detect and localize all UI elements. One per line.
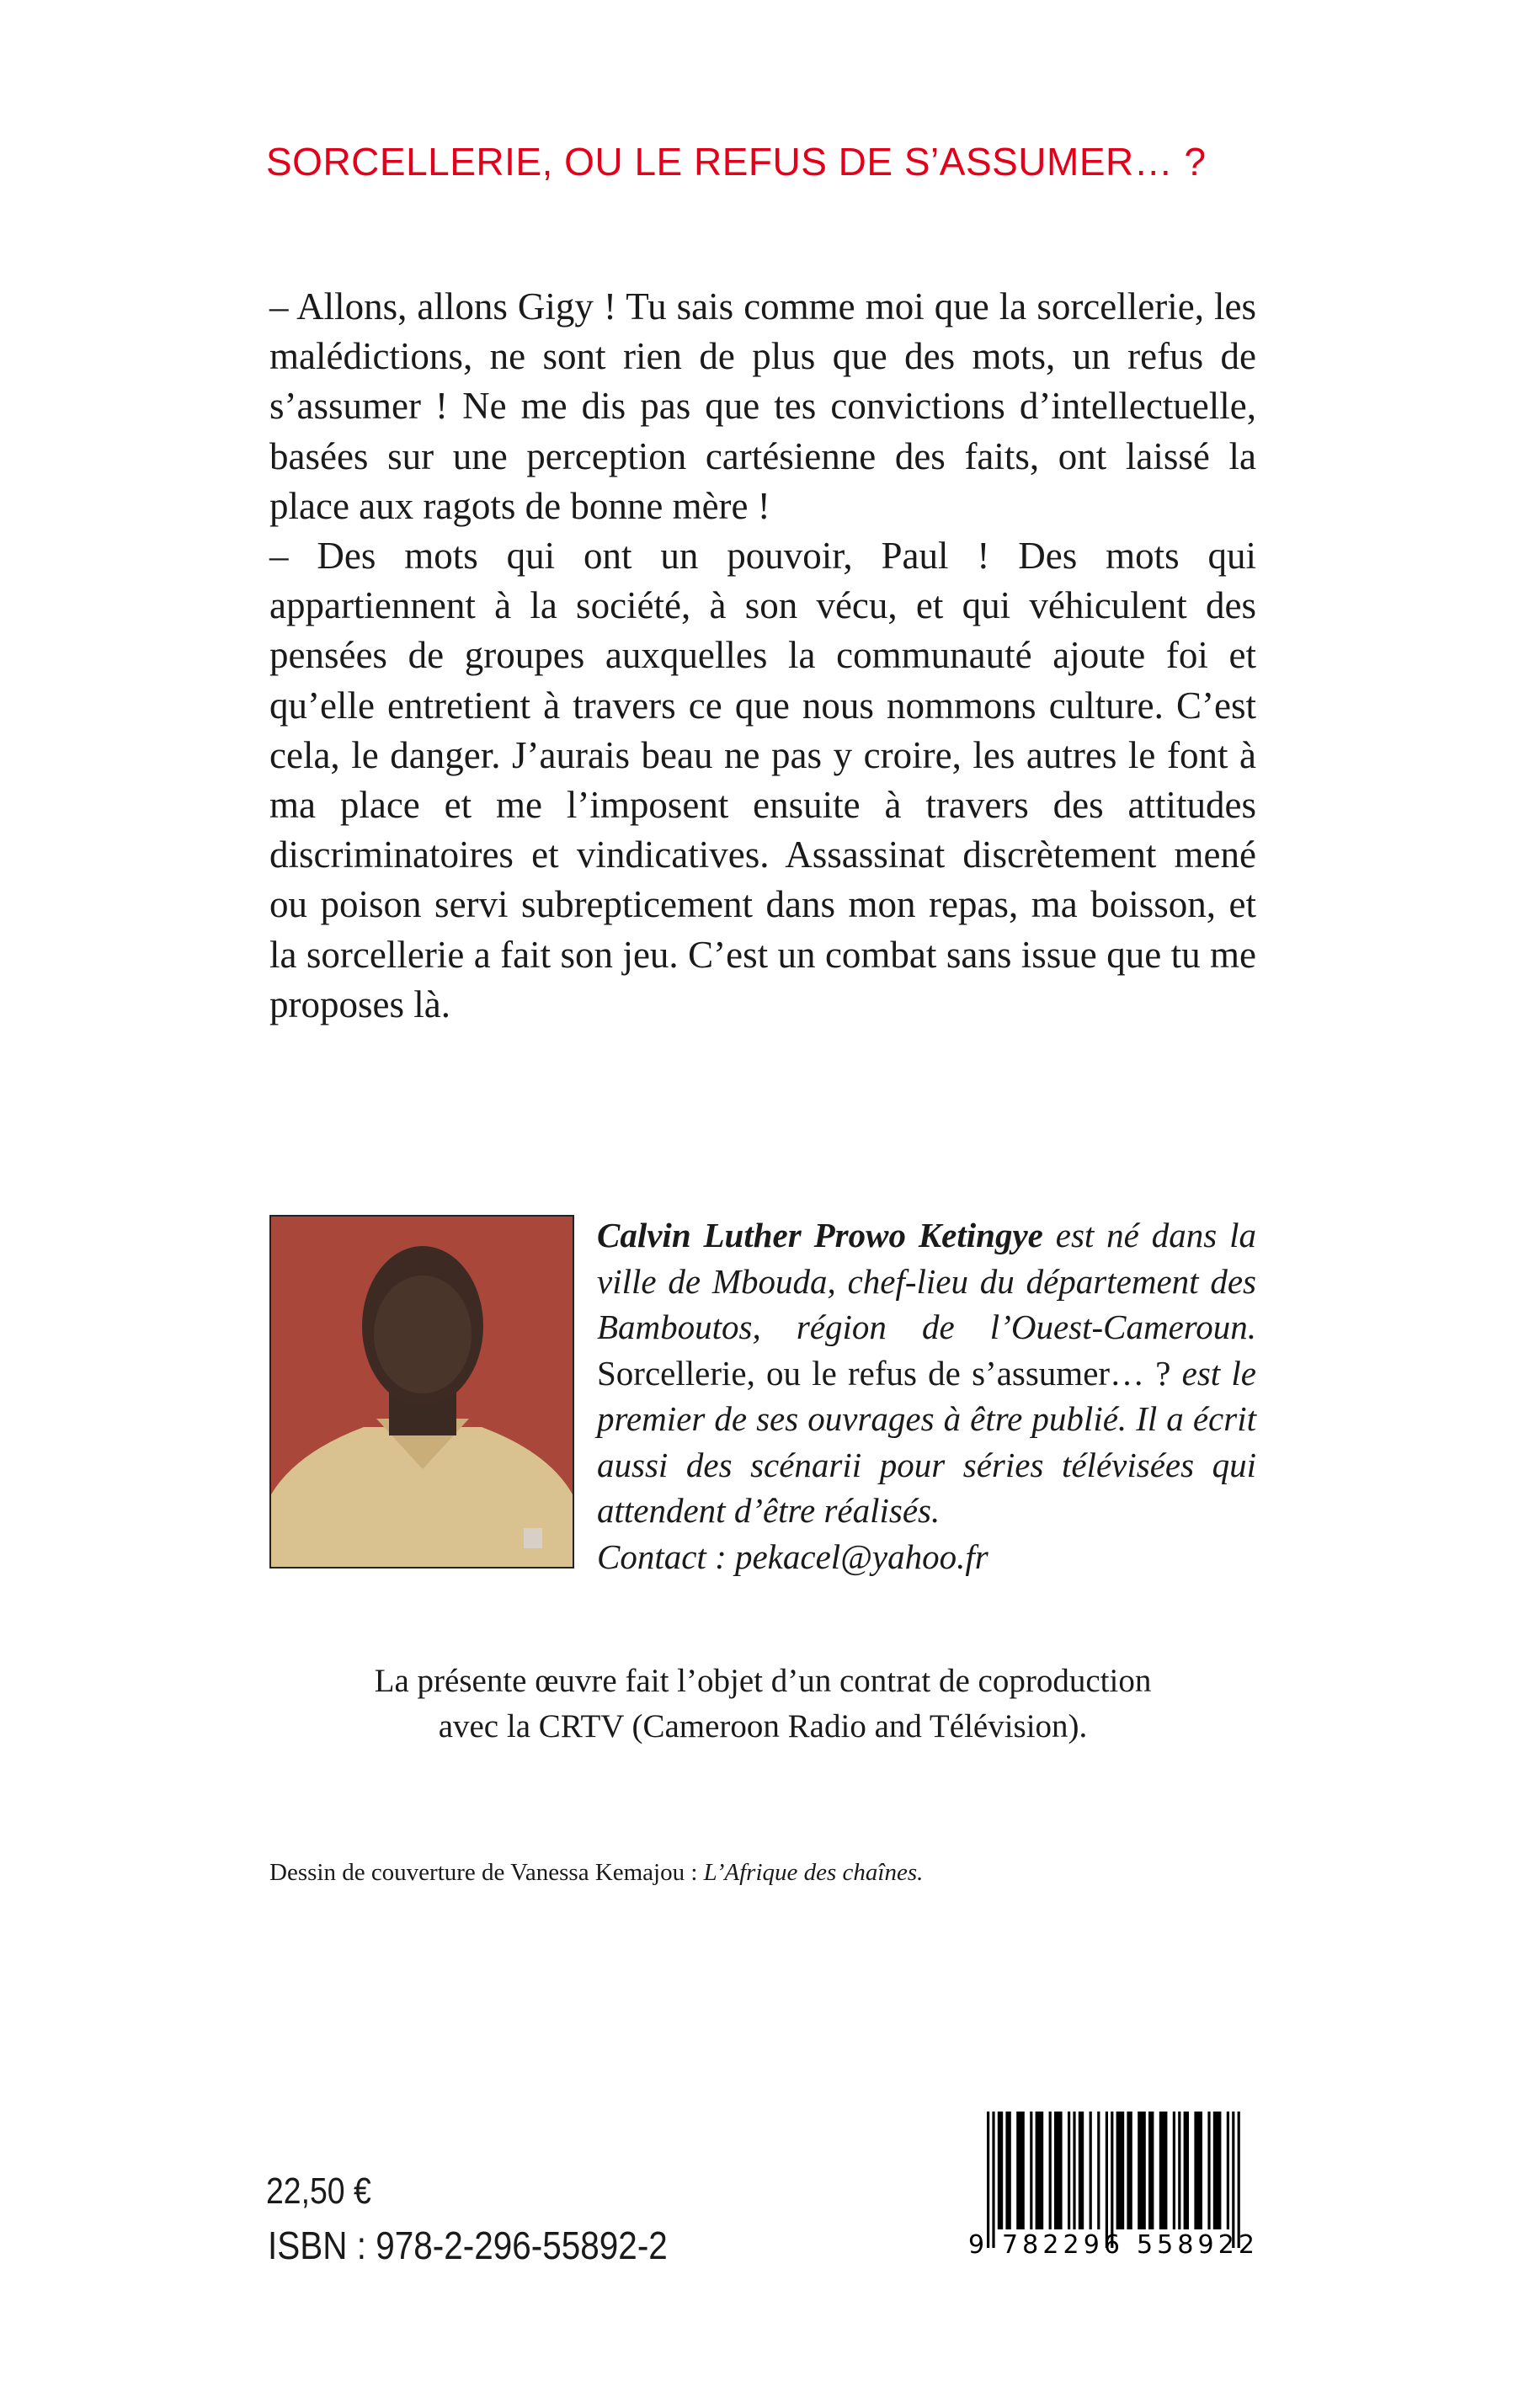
author-contact: Contact : pekacel@yahoo.fr: [597, 1537, 988, 1576]
barcode-bar: [1030, 2112, 1032, 2229]
barcode-bar: [1005, 2112, 1010, 2229]
barcode-bar: [998, 2112, 1003, 2229]
coproduction-note: [269, 1659, 1256, 1750]
barcode-bar: [1111, 2112, 1113, 2248]
barcode-digits-left: 782296: [1002, 2230, 1120, 2256]
coproduction-line: La présente œuvre fait l’objet d’un contrat de coproduction: [374, 1663, 1152, 1699]
book-title: SORCELLERIE, OU LE REFUS DE S’ASSUMER… ?: [266, 140, 1207, 184]
barcode-bar: [1127, 2112, 1132, 2229]
barcode: [968, 2105, 1263, 2256]
barcode-bar: [987, 2112, 989, 2248]
barcode-bar: [1106, 2112, 1108, 2248]
isbn: ISBN : 978-2-296-55892-2: [268, 2224, 668, 2267]
cover-credit: [269, 1859, 923, 1887]
barcode-bar: [1178, 2112, 1180, 2229]
barcode-bar: [1116, 2112, 1125, 2229]
bio-book-title: Sorcellerie, ou le refus de s’assumer… ?: [597, 1353, 1171, 1393]
barcode-bar: [1148, 2112, 1154, 2229]
barcode-bar: [992, 2112, 994, 2248]
barcode-bar: [1036, 2112, 1044, 2229]
barcode-bar: [1194, 2112, 1202, 2229]
barcode-digits-right: 558922: [1137, 2230, 1255, 2256]
credit-work: L’Afrique des chaînes.: [703, 1859, 924, 1886]
barcode-bar: [1016, 2112, 1025, 2229]
barcode-bar: [1232, 2112, 1234, 2248]
bio-text: est né dans la ville de Mbouda, chef-lieu du département des Bamboutos, région de l’Ouest-Cameroun.: [597, 1216, 1256, 1346]
coproduction-line: avec la CRTV (Cameroon Radio and Télévision).: [438, 1708, 1088, 1744]
barcode-bar: [1049, 2112, 1052, 2229]
barcode-bar: [1097, 2112, 1100, 2229]
barcode-bar: [1184, 2112, 1189, 2229]
barcode-bar: [1173, 2112, 1175, 2229]
barcode-bars: [987, 2112, 1240, 2248]
excerpt-paragraph: – Allons, allons Gigy ! Tu sais comme moi que la sorcellerie, les malédictions, ne sont rien de plus que des mots, un refus de s’assumer ! Ne me dis pas que tes convictions d’intellectuelle, basées sur une perception cartésienne des faits, ont laissé la place aux ragots de bonne mère !: [269, 285, 1256, 527]
barcode-bar: [1207, 2112, 1210, 2229]
barcode-bar: [1054, 2112, 1063, 2229]
barcode-bar: [1090, 2112, 1092, 2229]
barcode-bar: [1213, 2112, 1222, 2229]
excerpt: [269, 282, 1256, 1030]
barcode-bar: [1079, 2112, 1084, 2229]
bio-text: est le premier de ses ouvrages à être publié. Il a écrit aussi des scénarii pour séries télévisées qui attendent d’être réalisés.: [597, 1353, 1256, 1530]
barcode-bar: [1159, 2112, 1168, 2229]
price: 22,50 €: [266, 2170, 371, 2212]
credit-text: Dessin de couverture de Vanessa Kemajou :: [269, 1859, 704, 1886]
author-photo: [269, 1215, 574, 1568]
barcode-digit-first: 9: [968, 2230, 985, 2256]
author-name: Calvin Luther Prowo Ketingye: [597, 1216, 1043, 1254]
barcode-bar: [1138, 2112, 1146, 2229]
barcode-bar: [1068, 2112, 1070, 2229]
author-bio: [597, 1212, 1256, 1579]
barcode-bar: [1227, 2112, 1229, 2229]
barcode-bar: [1238, 2112, 1240, 2248]
excerpt-paragraph: – Des mots qui ont un pouvoir, Paul ! Des mots qui appartiennent à la société, à son vécu, et qui véhiculent des pensées de groupes auxquelles la communauté ajoute foi et qu’elle entretient à travers ce que nous nommons culture. C’est cela, le danger. J’aurais beau ne pas y croire, les autres le font à ma place et me l’imposent ensuite à travers des attitudes discriminatoires et vindicatives. Assassinat discrètement mené ou poison servi subrepticement dans mon repas, ma boisson, et la sorcellerie a fait son jeu. C’est un combat sans issue que tu me proposes là.: [269, 535, 1256, 1025]
barcode-bar: [1073, 2112, 1075, 2229]
